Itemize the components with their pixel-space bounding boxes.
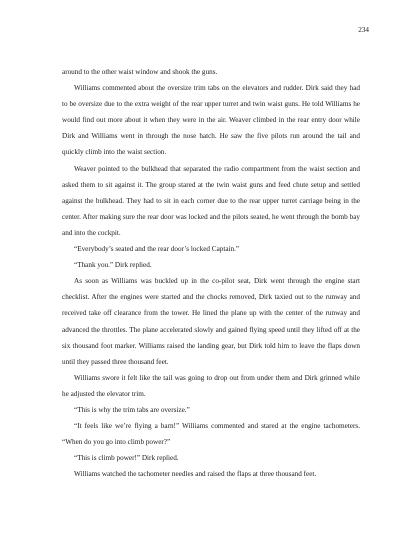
paragraph-continuation: around to the other waist window and shook the guns. — [62, 68, 218, 76]
paragraph-dialogue-climb: “This is climb power!” Dirk replied. — [74, 454, 179, 463]
page-number: 234 — [358, 26, 369, 34]
paragraph-flaps: Williams watched the tachometer needles and raised the flaps at three thousand feet. — [74, 470, 317, 479]
paragraph-dialogue-seated: “Everybody’s seated and the rear door’s locked Captain.” — [74, 245, 240, 254]
paragraph-bulkhead: Weaver pointed to the bulkhead that separated the radio compartment from the waist section and asked them to sit against it. The group stared at the twin waist guns and feed chute setup and settled against the bulkhead. They had to sit in each corner due to the rear upper turret carriage being in the center. After making sure the rear door was locked and the pilots seated, he went through the bomb bay and into the cockpit. — [62, 164, 360, 237]
paragraph-dialogue-thanks: “Thank you.” Dirk replied. — [74, 261, 152, 270]
body-text — [62, 64, 360, 482]
paragraph-takeoff: As soon as Williams was buckled up in the co-pilot seat, Dirk went through the engine start checklist. After the engines were started and the chocks removed, Dirk taxied out to the runway and received take off clearance from the tower. He lined the plane up with the center of the runway and advanced the throttles. The plane accelerated slowly and gained flying speed until they lifted off at the six thousand foot marker. Williams raised the landing gear, but Dirk told him to leave the flaps down until they passed three thousand feet. — [62, 277, 360, 366]
paragraph-dialogue-trim: “This is why the trim tabs are oversize.” — [74, 405, 190, 414]
paragraph-tail-drop: Williams swore it felt like the tail was going to drop out from under them and Dirk grinned while he adjusted the elevator trim. — [62, 373, 360, 398]
paragraph-trim-tabs: Williams commented about the oversize trim tabs on the elevators and rudder. Dirk said they had to be oversize due to the extra weight of the rear upper turret and twin waist guns. He told Williams he would find out more about it when they were in the air. Weaver climbed in the rear entry door while Dirk and Williams went in through the nose hatch. He saw the five pilots run around the tail and quickly climb into the waist section. — [62, 84, 360, 157]
paragraph-dialogue-barn: “It feels like we’re flying a barn!” Williams commented and stared at the engine tachometers. “When do you go into climb power?” — [62, 422, 360, 447]
